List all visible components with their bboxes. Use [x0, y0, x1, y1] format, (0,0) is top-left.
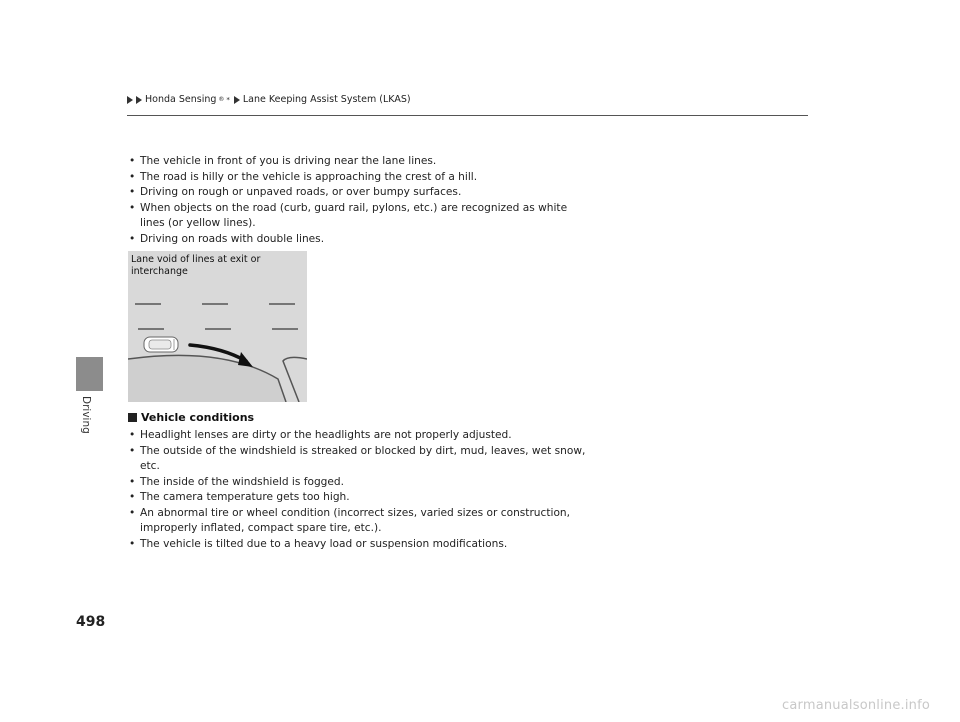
- breadcrumb-section: Honda Sensing: [145, 94, 217, 105]
- list-item: • The vehicle is tilted due to a heavy load or suspension modifications.: [129, 537, 589, 553]
- car-icon: [144, 337, 178, 352]
- list-item: • The vehicle in front of you is driving near the lane lines.: [129, 154, 589, 170]
- list-item: • The inside of the windshield is fogged.: [129, 475, 589, 491]
- list-item: • An abnormal tire or wheel condition (incorrect sizes, varied sizes or construction, improperly inflated, compact spare tire, etc.).: [129, 506, 589, 537]
- road-shoulder: [128, 355, 286, 402]
- list-item: • The road is hilly or the vehicle is approaching the crest of a hill.: [129, 170, 589, 186]
- arrow-right-icon: [136, 96, 142, 104]
- road-conditions-list: [129, 154, 589, 247]
- list-item: • Headlight lenses are dirty or the headlights are not properly adjusted.: [129, 428, 589, 444]
- breadcrumb: [127, 94, 411, 105]
- watermark: carmanualsonline.info: [782, 698, 931, 713]
- registered-mark: ®: [218, 96, 225, 103]
- list-item: • Driving on rough or unpaved roads, or over bumpy surfaces.: [129, 185, 589, 201]
- exit-edge-line: [283, 357, 307, 402]
- arrow-head-icon: [238, 352, 253, 367]
- side-tab-label: Driving: [80, 396, 92, 434]
- list-item: • When objects on the road (curb, guard rail, pylons, etc.) are recognized as white lines (or yellow lines).: [129, 201, 589, 232]
- figure-caption: Lane void of lines at exit or interchange: [131, 254, 261, 277]
- arrow-right-icon: [127, 96, 133, 104]
- side-tab-marker: [76, 357, 103, 391]
- header-divider: [127, 115, 808, 116]
- asterisk-mark: *: [226, 95, 230, 104]
- section-title: Vehicle conditions: [141, 411, 255, 424]
- section-heading: [128, 411, 254, 424]
- square-bullet-icon: [128, 413, 137, 422]
- arrow-right-icon: [234, 96, 240, 104]
- list-item: • The camera temperature gets too high.: [129, 490, 589, 506]
- vehicle-conditions-list: [129, 428, 589, 552]
- breadcrumb-subsection: Lane Keeping Assist System (LKAS): [242, 94, 411, 105]
- page-number: 498: [76, 614, 106, 630]
- list-item: • The outside of the windshield is streaked or blocked by dirt, mud, leaves, wet snow, etc.: [129, 444, 589, 475]
- lane-illustration: [128, 251, 307, 402]
- list-item: • Driving on roads with double lines.: [129, 232, 589, 248]
